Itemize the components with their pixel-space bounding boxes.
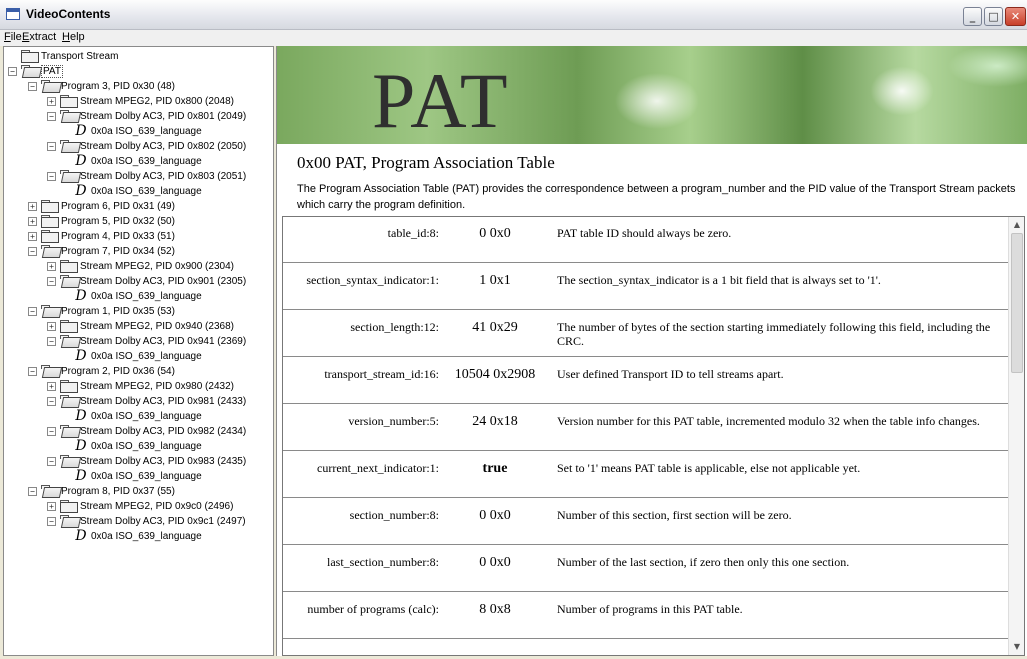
tree-node[interactable] xyxy=(62,349,202,363)
tree-node[interactable] xyxy=(47,319,234,333)
menu-extract[interactable]: Extract xyxy=(22,31,57,43)
collapse-icon[interactable]: − xyxy=(28,487,37,496)
tree-node-label: Program 6, PID 0x31 (49) xyxy=(61,200,175,212)
field-description: Version number for this PAT table, incremented modulo 32 when the table info changes. xyxy=(557,414,980,428)
menu-file[interactable]: File xyxy=(4,31,22,43)
folder-open-icon xyxy=(60,455,77,467)
tree-node[interactable] xyxy=(62,184,202,198)
folder-open-icon xyxy=(60,425,77,437)
pat-banner xyxy=(277,46,1027,144)
folder-icon xyxy=(41,215,58,227)
scroll-down-icon[interactable]: ▼ xyxy=(1013,642,1021,651)
spacer xyxy=(62,532,71,541)
tree-node[interactable] xyxy=(47,424,246,438)
tree-node[interactable] xyxy=(47,94,234,108)
tree-node-label: 0x0a ISO_639_language xyxy=(91,290,202,302)
tree-node[interactable] xyxy=(47,514,246,528)
folder-open-icon xyxy=(41,245,58,257)
descriptor-icon: D xyxy=(75,408,87,424)
folder-icon xyxy=(60,95,77,107)
descriptor-icon: D xyxy=(75,123,87,139)
expand-icon[interactable]: + xyxy=(28,202,37,211)
tree-node-label: Program 5, PID 0x32 (50) xyxy=(61,215,175,227)
field-row xyxy=(283,546,1010,592)
field-description: Set to '1' means PAT table is applicable, else not applicable yet. xyxy=(557,461,861,475)
scroll-thumb[interactable] xyxy=(1011,233,1023,373)
tree-node-label: 0x0a ISO_639_language xyxy=(91,440,202,452)
expand-icon[interactable]: + xyxy=(47,322,56,331)
spacer xyxy=(62,472,71,481)
scroll-up-icon[interactable]: ▲ xyxy=(1013,220,1021,229)
field-row xyxy=(283,311,1010,357)
folder-icon xyxy=(60,380,77,392)
field-row xyxy=(283,499,1010,545)
folder-icon xyxy=(41,230,58,242)
folder-open-icon xyxy=(60,140,77,152)
menu-bar xyxy=(0,30,1027,46)
tree-node-label: Stream Dolby AC3, PID 0x983 (2435) xyxy=(80,455,247,467)
tree-node[interactable] xyxy=(47,169,246,183)
collapse-icon[interactable]: − xyxy=(47,142,56,151)
tree-node-label: Stream Dolby AC3, PID 0x801 (2049) xyxy=(80,110,247,122)
tree-node-label: Program 1, PID 0x35 (53) xyxy=(61,305,175,317)
expand-icon[interactable]: + xyxy=(47,262,56,271)
folder-open-icon xyxy=(41,485,58,497)
field-value: 0 0x0 xyxy=(479,226,511,241)
tree-node[interactable] xyxy=(62,124,202,138)
field-description: User defined Transport ID to tell streams apart. xyxy=(557,367,784,381)
collapse-icon[interactable]: − xyxy=(28,307,37,316)
expand-icon[interactable]: + xyxy=(28,217,37,226)
tree-node-label: Transport Stream xyxy=(41,50,119,62)
tree-node[interactable] xyxy=(28,244,175,258)
tree-node[interactable] xyxy=(62,529,202,543)
fields-table xyxy=(282,216,1025,656)
tree-node[interactable] xyxy=(28,214,175,228)
descriptor-icon: D xyxy=(75,153,87,169)
field-description: Number of this section, first section will be zero. xyxy=(557,508,792,522)
field-row xyxy=(283,593,1010,639)
descriptor-icon: D xyxy=(75,528,87,544)
tree-node-label: 0x0a ISO_639_language xyxy=(91,350,202,362)
folder-icon xyxy=(21,50,38,62)
tree-node[interactable] xyxy=(47,139,246,153)
tree-node-label: 0x0a ISO_639_language xyxy=(91,410,202,422)
tree-node-label: Program 7, PID 0x34 (52) xyxy=(61,245,175,257)
tree-node[interactable] xyxy=(62,439,202,453)
banner-title: PAT xyxy=(372,57,510,144)
tree-node[interactable] xyxy=(47,334,246,348)
tree-node-label: 0x0a ISO_639_language xyxy=(91,125,202,137)
folder-open-icon xyxy=(41,305,58,317)
tree-node-label: Stream MPEG2, PID 0x9c0 (2496) xyxy=(80,500,234,512)
tree-node-label: Stream Dolby AC3, PID 0x941 (2369) xyxy=(80,335,247,347)
tree-node-label: Stream Dolby AC3, PID 0x803 (2051) xyxy=(80,170,247,182)
tree-node[interactable] xyxy=(47,109,246,123)
field-description: The section_syntax_indicator is a 1 bit field that is always set to '1'. xyxy=(557,273,881,287)
tree-node[interactable] xyxy=(47,274,246,288)
tree-node[interactable] xyxy=(62,409,202,423)
field-name: transport_stream_id:16: xyxy=(324,367,439,381)
collapse-icon[interactable]: − xyxy=(47,277,56,286)
expand-icon[interactable]: + xyxy=(28,232,37,241)
field-value: true xyxy=(482,461,508,476)
tree-node[interactable] xyxy=(47,379,234,393)
folder-open-icon xyxy=(60,170,77,182)
descriptor-icon: D xyxy=(75,438,87,454)
collapse-icon[interactable]: − xyxy=(47,337,56,346)
descriptor-icon: D xyxy=(75,468,87,484)
spacer xyxy=(62,352,71,361)
collapse-icon[interactable]: − xyxy=(47,427,56,436)
tree-node-label: Stream Dolby AC3, PID 0x901 (2305) xyxy=(80,275,247,287)
detail-panel xyxy=(276,46,1027,656)
tree-node-label: PAT xyxy=(43,65,61,77)
tree-node-label: Stream MPEG2, PID 0x980 (2432) xyxy=(80,380,234,392)
field-value: 8 0x8 xyxy=(479,602,511,617)
expand-icon[interactable]: + xyxy=(47,97,56,106)
field-row xyxy=(283,452,1010,498)
spacer xyxy=(62,127,71,136)
tree-node[interactable] xyxy=(8,49,118,63)
spacer xyxy=(62,157,71,166)
tree-node[interactable] xyxy=(47,499,233,513)
tree-node-label: 0x0a ISO_639_language xyxy=(91,470,202,482)
field-row xyxy=(283,405,1010,451)
field-description: PAT table ID should always be zero. xyxy=(557,226,732,240)
field-row xyxy=(283,217,1010,263)
tree-node[interactable] xyxy=(8,64,63,78)
descriptor-icon: D xyxy=(75,288,87,304)
stream-tree[interactable] xyxy=(3,46,274,656)
collapse-icon[interactable]: − xyxy=(47,112,56,121)
spacer xyxy=(62,292,71,301)
tree-node-label: 0x0a ISO_639_language xyxy=(91,155,202,167)
table-heading: 0x00 PAT, Program Association Table xyxy=(297,153,555,172)
tree-node-label: Program 8, PID 0x37 (55) xyxy=(61,485,175,497)
field-value: 10504 0x2908 xyxy=(454,367,536,382)
field-description: Number of programs in this PAT table. xyxy=(557,602,743,616)
collapse-icon[interactable]: − xyxy=(28,82,37,91)
descriptor-icon: D xyxy=(75,183,87,199)
folder-open-icon xyxy=(60,110,77,122)
minimize-icon: _ xyxy=(969,10,976,23)
field-row xyxy=(283,358,1010,404)
collapse-icon[interactable]: − xyxy=(28,247,37,256)
tree-node-label: Program 4, PID 0x33 (51) xyxy=(61,230,175,242)
tree-node-label: Stream Dolby AC3, PID 0x982 (2434) xyxy=(80,425,247,437)
expand-icon[interactable]: + xyxy=(47,502,56,511)
tree-node-label: Program 3, PID 0x30 (48) xyxy=(61,80,175,92)
close-button[interactable] xyxy=(1005,7,1026,26)
spacer xyxy=(62,442,71,451)
field-name: last_section_number:8: xyxy=(327,555,439,569)
tree-node[interactable] xyxy=(28,364,175,378)
field-name: table_id:8: xyxy=(387,226,439,240)
folder-open-icon xyxy=(60,515,77,527)
spacer xyxy=(62,412,71,421)
spacer xyxy=(62,187,71,196)
field-name: section_syntax_indicator:1: xyxy=(306,273,439,287)
field-value: 24 0x18 xyxy=(472,414,518,429)
folder-open-icon xyxy=(41,365,58,377)
tree-node[interactable] xyxy=(28,304,175,318)
collapse-icon[interactable]: − xyxy=(28,367,37,376)
maximize-button[interactable] xyxy=(984,7,1003,26)
maximize-icon: □ xyxy=(988,10,999,23)
menu-help[interactable]: Help xyxy=(62,31,85,43)
field-row xyxy=(283,264,1010,310)
field-name: version_number:5: xyxy=(348,414,439,428)
collapse-icon[interactable]: − xyxy=(47,517,56,526)
tree-node[interactable] xyxy=(28,484,175,498)
window-title: VideoContents xyxy=(26,7,111,21)
field-name: section_number:8: xyxy=(349,508,439,522)
tree-node-label: Stream MPEG2, PID 0x900 (2304) xyxy=(80,260,234,272)
app-window-icon xyxy=(6,8,20,20)
collapse-icon[interactable]: − xyxy=(47,457,56,466)
tree-node[interactable] xyxy=(28,229,175,243)
tree-node[interactable] xyxy=(28,199,175,213)
tree-node[interactable] xyxy=(47,394,246,408)
table-description: The Program Association Table (PAT) provides the correspondence between a program_number and the PID value of the Transport Stream packets which carry the program definition. xyxy=(297,183,1016,211)
collapse-icon[interactable]: − xyxy=(8,67,17,76)
collapse-icon[interactable]: − xyxy=(47,397,56,406)
tree-node[interactable] xyxy=(47,259,234,273)
tree-node-label: 0x0a ISO_639_language xyxy=(91,530,202,542)
tree-node-label: 0x0a ISO_639_language xyxy=(91,185,202,197)
tree-node-label: Stream MPEG2, PID 0x940 (2368) xyxy=(80,320,234,332)
field-value: 0 0x0 xyxy=(479,555,511,570)
collapse-icon[interactable]: − xyxy=(47,172,56,181)
folder-icon xyxy=(60,320,77,332)
tree-node-label: Stream Dolby AC3, PID 0x981 (2433) xyxy=(80,395,247,407)
field-description: Number of the last section, if zero then only this one section. xyxy=(557,555,850,569)
folder-open-icon xyxy=(60,275,77,287)
folder-open-icon xyxy=(41,80,58,92)
descriptor-icon: D xyxy=(75,348,87,364)
title-bar xyxy=(0,0,1027,30)
folder-open-icon xyxy=(60,395,77,407)
tree-node[interactable] xyxy=(62,154,202,168)
tree-node[interactable] xyxy=(47,454,246,468)
tree-node-label: Stream Dolby AC3, PID 0x802 (2050) xyxy=(80,140,247,152)
field-description: The number of bytes of the section starting immediately following this field, including the CRC. xyxy=(557,320,991,348)
tree-node-label: Stream MPEG2, PID 0x800 (2048) xyxy=(80,95,234,107)
field-value: 41 0x29 xyxy=(472,320,518,335)
folder-icon xyxy=(60,260,77,272)
folder-icon xyxy=(41,200,58,212)
folder-open-icon xyxy=(60,335,77,347)
expand-icon[interactable]: + xyxy=(47,382,56,391)
fields-scrollbar[interactable] xyxy=(1008,217,1024,655)
folder-icon xyxy=(60,500,77,512)
tree-node-label: Program 2, PID 0x36 (54) xyxy=(61,365,175,377)
field-value: 1 0x1 xyxy=(479,273,511,288)
field-value: 0 0x0 xyxy=(479,508,511,523)
minimize-button[interactable] xyxy=(963,7,982,26)
field-name: current_next_indicator:1: xyxy=(317,461,439,475)
folder-open-icon xyxy=(21,65,38,77)
tree-node-label: Stream Dolby AC3, PID 0x9c1 (2497) xyxy=(80,515,246,527)
tree-node[interactable] xyxy=(62,469,202,483)
field-name: number of programs (calc): xyxy=(307,602,439,616)
close-icon: ✕ xyxy=(1010,10,1021,23)
tree-node[interactable] xyxy=(62,289,202,303)
field-name: section_length:12: xyxy=(350,320,439,334)
tree-node[interactable] xyxy=(28,79,175,93)
